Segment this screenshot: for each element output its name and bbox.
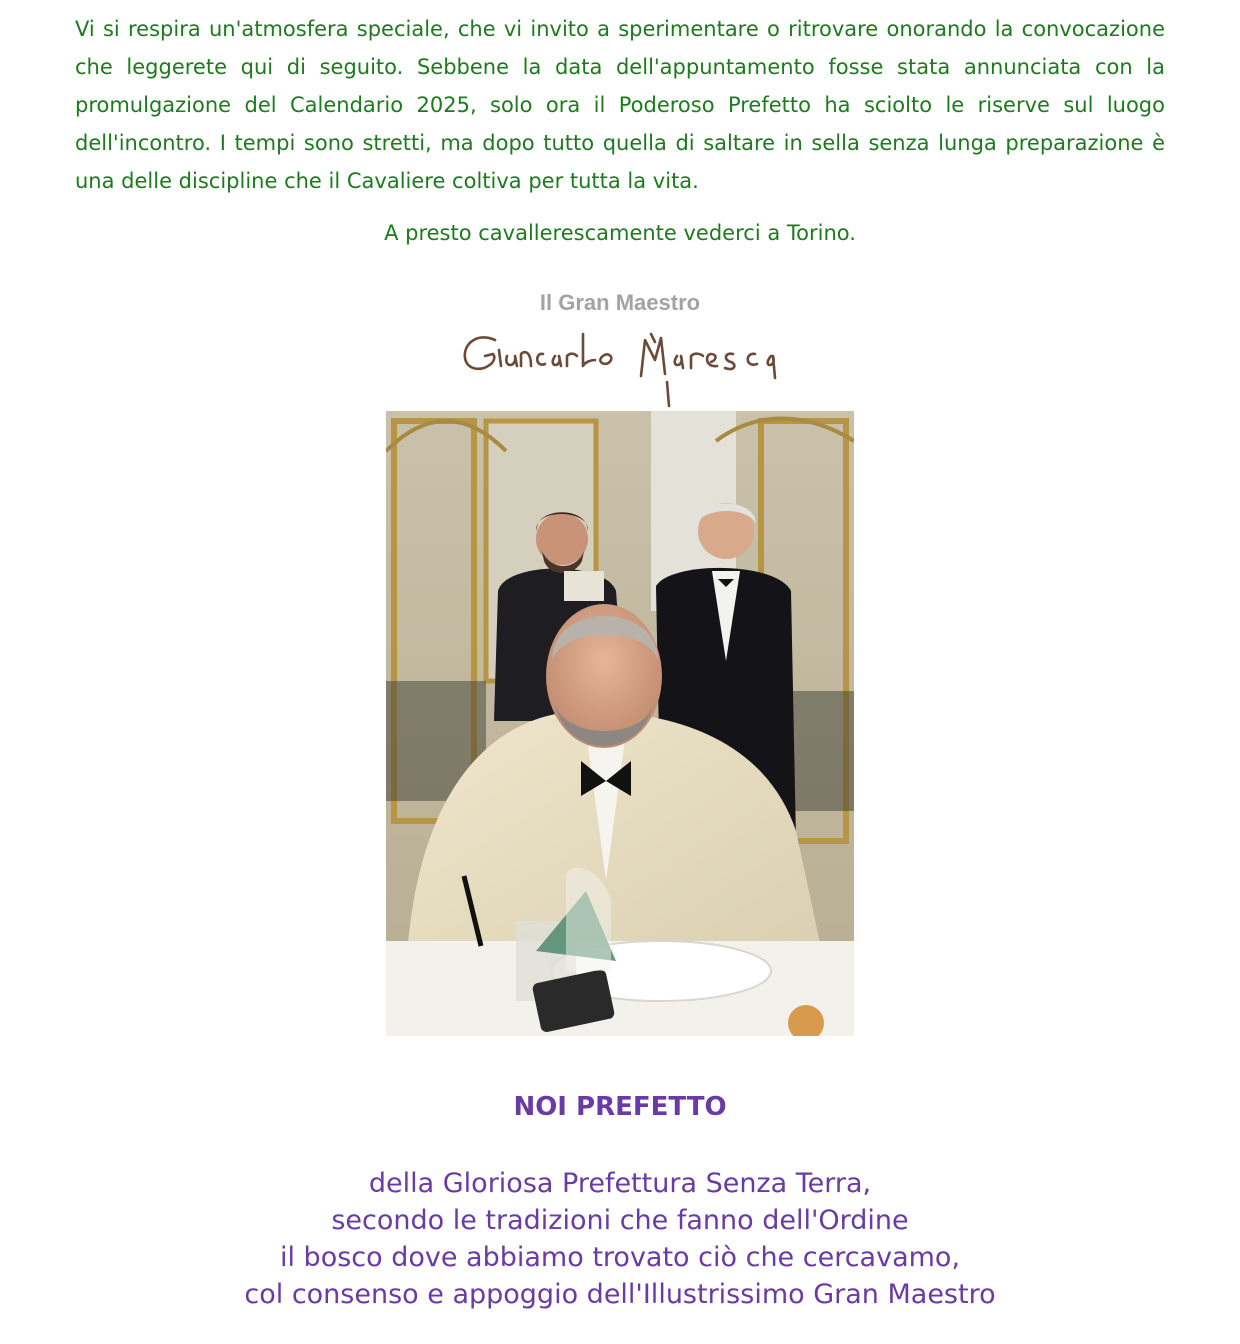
proclamation-line: col consenso e appoggio dell'Illustrissimo Gran Maestro	[244, 1279, 996, 1310]
proclamation-body	[0, 1165, 1240, 1313]
dinner-photo	[386, 411, 854, 1036]
handwritten-signature	[455, 322, 785, 412]
proclamation-line: il bosco dove abbiamo trovato ciò che cercavamo,	[279, 1242, 961, 1273]
proclamation-line: secondo le tradizioni che fanno dell'Ordine	[331, 1205, 909, 1236]
proclamation-heading: NOI PREFETTO	[513, 1092, 727, 1122]
proclamation-line: della Gloriosa Prefettura Senza Terra,	[368, 1168, 872, 1199]
closing-line: A presto cavallerescamente vederci a Torino.	[384, 221, 856, 245]
intro-paragraph: Vi si respira un'atmosfera speciale, che vi invito a sperimentare o ritrovare onorando la convocazione che leggerete qui di seguito. Sebbene la data dell'appuntamento fosse stata annunciata con la promulgazione del Calendario 2025, solo ora il Poderoso Prefetto ha sciolto le riserve sul luogo dell'incontro. I tempi sono stretti, ma dopo tutto quella di saltare in sella senza lunga preparazione è una delle discipline che il Cavaliere coltiva per tutta la vita.	[75, 17, 1165, 193]
gran-maestro-title: Il Gran Maestro	[539, 290, 701, 315]
